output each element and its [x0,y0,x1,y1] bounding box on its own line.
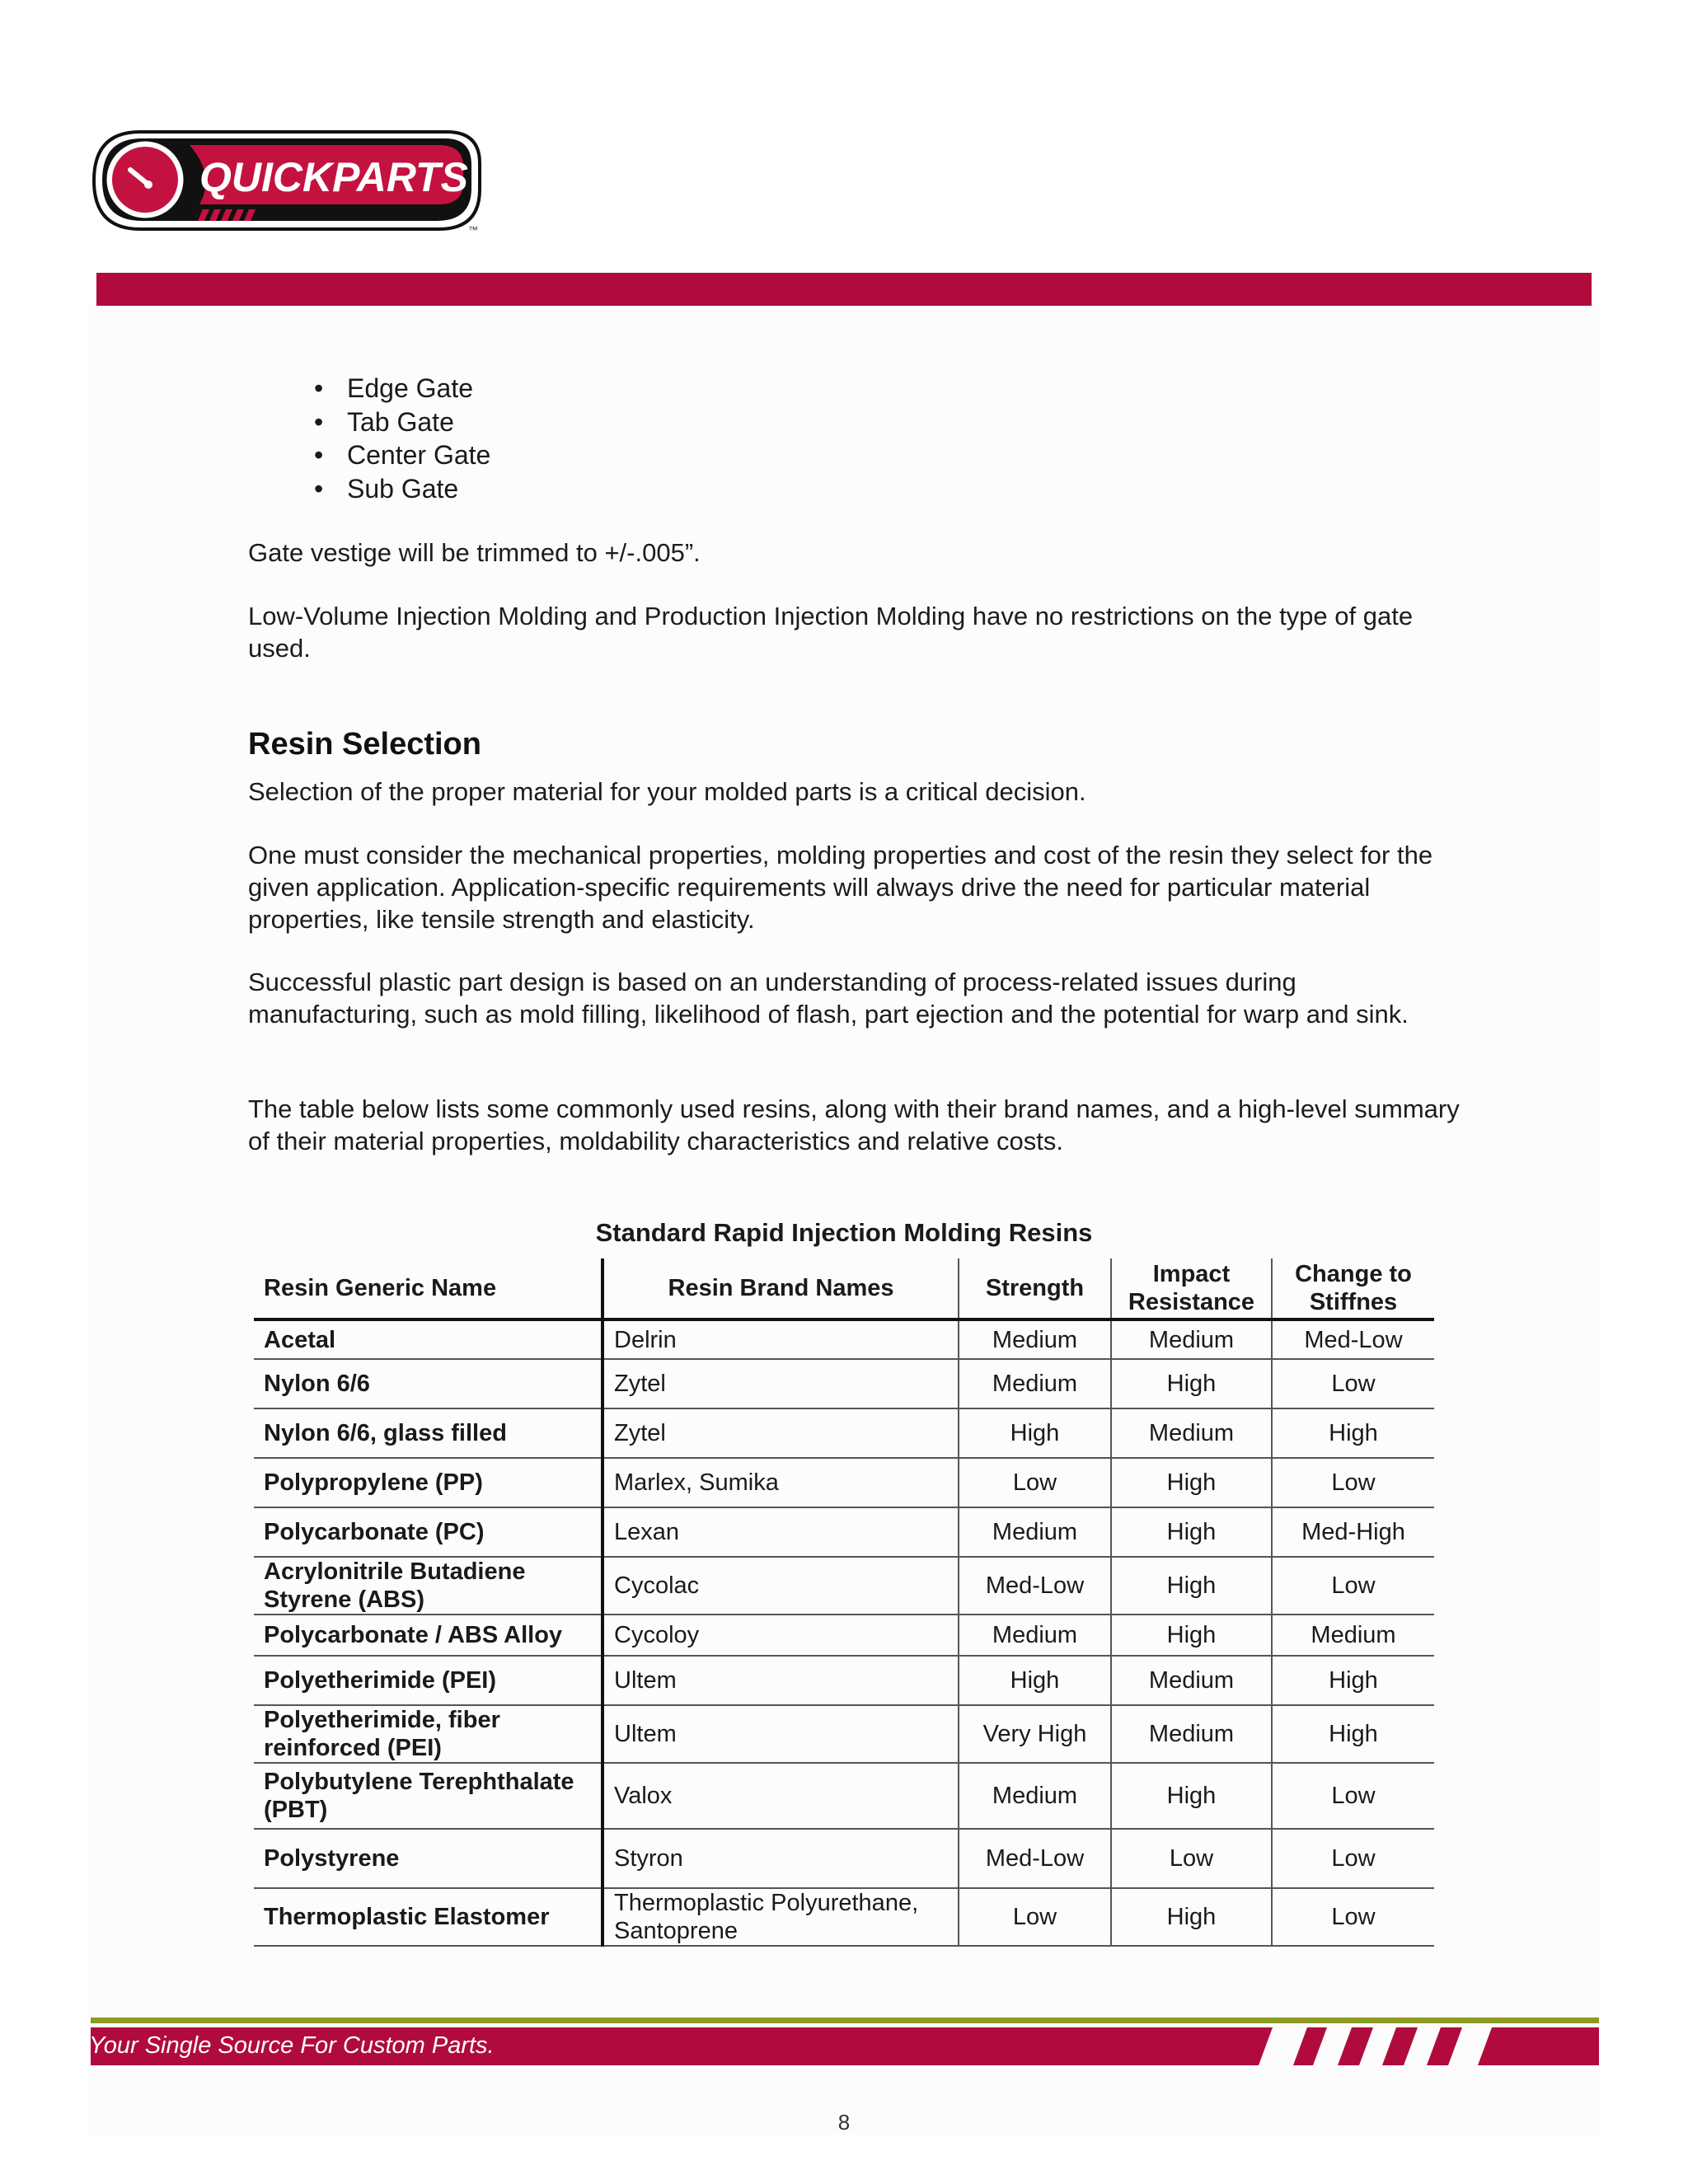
table-cell: High [1111,1458,1272,1507]
table-cell: Low [1272,1458,1434,1507]
table-row [254,1615,1434,1656]
table-row [254,1763,1434,1829]
table-cell: High [959,1408,1111,1458]
table-cell: Polypropylene (PP) [254,1458,603,1507]
table-cell: Low [959,1888,1111,1946]
logo-text: QUICKPARTS [199,154,468,200]
table-row [254,1319,1434,1359]
table-cell: Low [1272,1359,1434,1408]
table-cell: Med-Low [959,1557,1111,1615]
table-cell: Polybutylene Terephthalate (PBT) [254,1763,603,1829]
table-cell: Med-Low [959,1829,1111,1888]
table-cell: Low [1272,1763,1434,1829]
table-cell: Acrylonitrile Butadiene Styrene (ABS) [254,1557,603,1615]
table-row [254,1656,1434,1705]
table-cell: Ultem [603,1656,959,1705]
table-cell: Low [1272,1829,1434,1888]
table-cell: Low [1272,1888,1434,1946]
table-row [254,1458,1434,1507]
table-cell: High [1272,1705,1434,1763]
vestige-paragraph: Gate vestige will be trimmed to +/-.005”. [248,538,701,567]
table-cell: High [1111,1763,1272,1829]
table-cell: Medium [1111,1656,1272,1705]
quickparts-logo-graphic [92,130,488,237]
table-cell: Styron [603,1829,959,1888]
table-cell: Low [1111,1829,1272,1888]
table-cell: Polycarbonate (PC) [254,1507,603,1557]
table-cell: High [1111,1507,1272,1557]
column-header: Impact Resistance [1111,1258,1272,1319]
table-cell: High [1111,1615,1272,1656]
table-cell: High [1272,1656,1434,1705]
table-cell: Medium [1111,1319,1272,1359]
trademark-symbol: ™ [468,224,478,236]
table-cell: Low [959,1458,1111,1507]
gate-types-list [248,372,490,505]
consider-paragraph: One must consider the mechanical properties, molding properties and cost of the resin they select for the given application. Application-specific requirements will always drive the need for particular material properties, like tensile strength and elasticity. [248,841,1433,934]
table-row [254,1507,1434,1557]
table-cell: Med-Low [1272,1319,1434,1359]
table-row [254,1557,1434,1615]
quickparts-logo [92,130,488,237]
table-cell: Zytel [603,1408,959,1458]
table-row [254,1888,1434,1946]
table-cell: Ultem [603,1705,959,1763]
table-cell: Polyetherimide (PEI) [254,1656,603,1705]
table-cell: Polystyrene [254,1829,603,1888]
table-cell: Low [1272,1557,1434,1615]
table-cell: Medium [959,1763,1111,1829]
table-cell: High [1111,1557,1272,1615]
table-cell: Medium [1111,1705,1272,1763]
list-item: • Sub Gate [248,472,490,506]
table-cell: Valox [603,1763,959,1829]
column-header: Resin Generic Name [254,1258,603,1319]
column-header: Strength [959,1258,1111,1319]
table-cell: Zytel [603,1359,959,1408]
table-cell: Medium [959,1615,1111,1656]
table-cell: Medium [959,1359,1111,1408]
footer-accent-line [91,2018,1599,2023]
column-header: Change to Stiffnes [1272,1258,1434,1319]
list-item: • Center Gate [248,438,490,472]
header-bar [96,273,1592,306]
table-title: Standard Rapid Injection Molding Resins [595,1218,1093,1247]
table-cell: High [959,1656,1111,1705]
table-cell: Delrin [603,1319,959,1359]
table-cell: Thermoplastic Elastomer [254,1888,603,1946]
table-cell: Nylon 6/6, glass filled [254,1408,603,1458]
table-cell: Cycolac [603,1557,959,1615]
table-cell: Marlex, Sumika [603,1458,959,1507]
table-cell: Very High [959,1705,1111,1763]
page-number: 8 [837,2110,851,2135]
table-cell: Medium [1272,1615,1434,1656]
table-cell: Med-High [1272,1507,1434,1557]
table-cell: Acetal [254,1319,603,1359]
gate-types-paragraph: Low-Volume Injection Molding and Production Injection Molding have no restrictions on the type of gate used. [248,602,1414,663]
table-cell: Polyetherimide, fiber reinforced (PEI) [254,1705,603,1763]
table-cell: Cycoloy [603,1615,959,1656]
section-title: Resin Selection [248,727,481,762]
footer-tagline: Your Single Source For Custom Parts. [89,2032,495,2059]
table-row [254,1408,1434,1458]
table-cell: High [1111,1888,1272,1946]
resin-table [254,1258,1434,1947]
table-header-row [254,1258,1434,1319]
table-row [254,1359,1434,1408]
table-intro-paragraph: The table below lists some commonly used resins, along with their brand names, and a high-level summary of their material properties, moldability characteristics and relative costs. [248,1094,1460,1155]
column-header: Resin Brand Names [603,1258,959,1319]
table-cell: High [1272,1408,1434,1458]
list-item: • Tab Gate [248,405,490,439]
list-item: • Edge Gate [248,372,490,405]
table-cell: Nylon 6/6 [254,1359,603,1408]
table-cell: Medium [1111,1408,1272,1458]
table-cell: Lexan [603,1507,959,1557]
table-cell: Medium [959,1507,1111,1557]
table-cell: Polycarbonate / ABS Alloy [254,1615,603,1656]
table-cell: Thermoplastic Polyurethane, Santoprene [603,1888,959,1946]
design-paragraph: Successful plastic part design is based on an understanding of process-related issues during manufacturing, such as mold filling, likelihood of flash, part ejection and the potential for warp and sink. [248,968,1409,1029]
selection-paragraph: Selection of the proper material for your molded parts is a critical decision. [248,777,1086,806]
table-row [254,1705,1434,1763]
table-row [254,1829,1434,1888]
table-cell: Medium [959,1319,1111,1359]
table-cell: High [1111,1359,1272,1408]
